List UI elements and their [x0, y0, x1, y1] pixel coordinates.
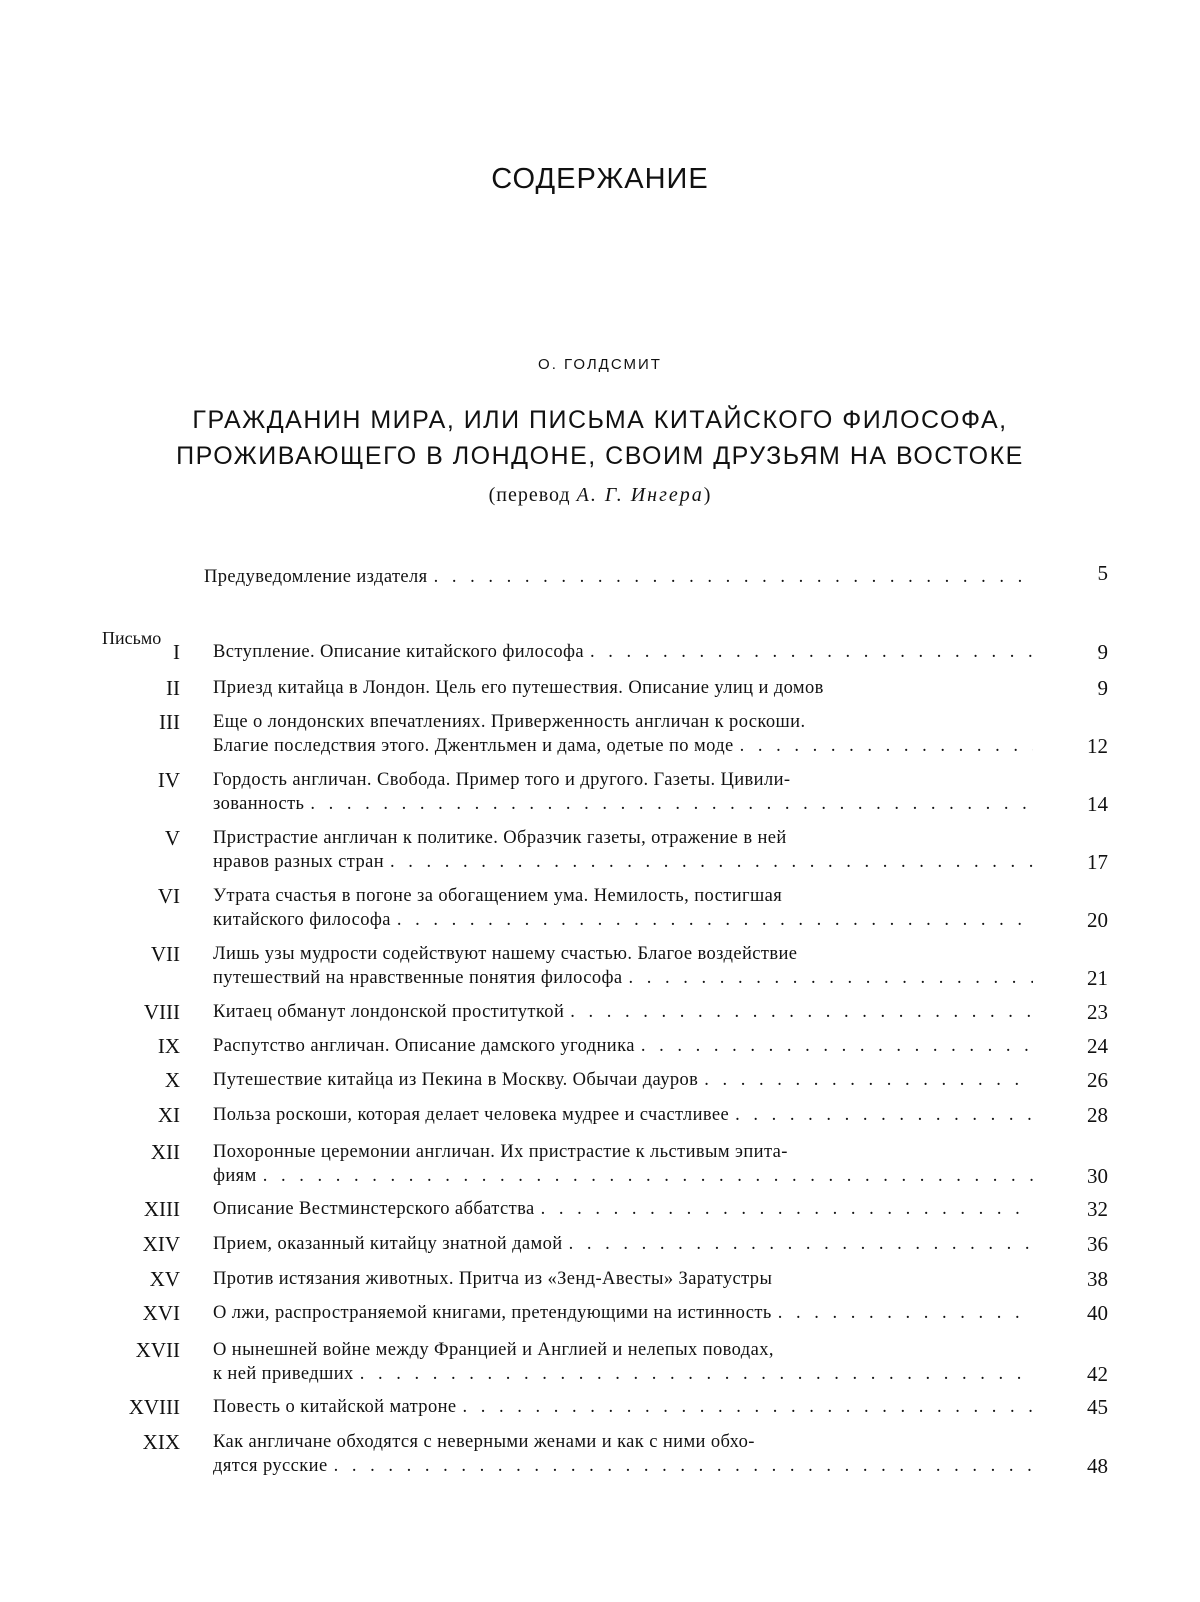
toc-entry-line: [213, 1362, 1033, 1386]
toc-entry-title: Против истязания животных. Притча из «Зенд-Авесты» Заратустры: [213, 1269, 773, 1289]
toc-entry-title: Путешествие китайца из Пекина в Москву. Обычаи дауров: [213, 1070, 699, 1090]
toc-entry-title: дятся русские: [213, 1456, 328, 1476]
toc-entry-text: [213, 1000, 1033, 1024]
toc-entry-text: [213, 942, 1033, 990]
toc-page-number: 14: [1087, 792, 1108, 816]
toc-entry-text: [213, 1338, 1033, 1386]
toc-letter-number: XIII: [143, 1197, 180, 1221]
dot-leader: [569, 1232, 1033, 1256]
toc-letter-number: X: [164, 1068, 180, 1092]
toc-entry-title: Благие последствия этого. Джентльмен и дама, одетые по моде: [213, 736, 734, 756]
toc-page-number: 40: [1087, 1301, 1108, 1325]
toc-entry-text: [213, 1232, 1033, 1256]
dot-leader: [641, 1034, 1033, 1058]
toc-entry-text: [213, 1197, 1033, 1221]
translator-name: А. Г. Ингера: [576, 484, 704, 506]
toc-entry-title: Лишь узы мудрости содействуют нашему счастью. Благое воздействие: [213, 944, 798, 964]
toc-entry-text: [213, 884, 1033, 932]
work-title-line-2: ПРОЖИВАЮЩЕГО В ЛОНДОНЕ, СВОИМ ДРУЗЬЯМ НА ВОСТОКЕ: [176, 442, 1024, 470]
dot-leader: [590, 640, 1033, 664]
author-name: О. ГОЛДСМИТ: [538, 356, 662, 373]
dot-leader: [629, 966, 1033, 990]
toc-entry-text: [204, 565, 1024, 589]
toc-page-number: 42: [1087, 1362, 1108, 1386]
toc-entry-line: [213, 1103, 1033, 1127]
toc-page-number: 36: [1087, 1232, 1108, 1256]
dot-leader: [735, 1103, 1033, 1127]
work-title-line-1: ГРАЖДАНИН МИРА, ИЛИ ПИСЬМА КИТАЙСКОГО ФИЛОСОФА,: [192, 406, 1008, 434]
toc-entry-title: Вступление. Описание китайского философа: [213, 642, 585, 662]
toc-entry-title: Предуведомление издателя: [204, 567, 428, 587]
dot-leader: [310, 792, 1033, 816]
toc-entry-title: Китаец обманут лондонской проституткой: [213, 1002, 565, 1022]
dot-leader: [397, 908, 1033, 932]
toc-page-number: 9: [1097, 640, 1108, 664]
toc-entry-line: [213, 1338, 1033, 1362]
toc-page-number: 24: [1087, 1034, 1108, 1058]
dot-leader: [541, 1197, 1033, 1221]
toc-entry-title: О нынешней войне между Францией и Англией и нелепых поводах,: [213, 1340, 774, 1360]
dot-leader: [704, 1068, 1033, 1092]
dot-leader: [334, 1454, 1033, 1478]
toc-entry-title: путешествий на нравственные понятия философа: [213, 968, 623, 988]
toc-entry-text: [213, 768, 1033, 816]
toc-letter-number: XVI: [142, 1301, 180, 1325]
toc-entry-title: О лжи, распространяемой книгами, претендующими на истинность: [213, 1303, 772, 1323]
toc-entry-line: [213, 826, 1033, 850]
toc-entry-title: Похоронные церемонии англичан. Их пристрастие к льстивым эпита-: [213, 1142, 788, 1162]
toc-letter-number: I: [173, 640, 180, 664]
toc-letter-number: XI: [157, 1103, 180, 1127]
toc-entry-line: [213, 1454, 1033, 1478]
translator-note: [0, 484, 1200, 507]
toc-entry-text: [213, 1068, 1033, 1092]
toc-entry-line: [213, 1430, 1033, 1454]
toc-entry-line: [213, 942, 1033, 966]
toc-entry-title: фиям: [213, 1166, 257, 1186]
toc-page-number: 32: [1087, 1197, 1108, 1221]
toc-entry-text: [213, 1430, 1033, 1478]
toc-page-number: 38: [1087, 1267, 1108, 1291]
toc-entry-line: [204, 565, 1024, 589]
toc-entry-line: [213, 966, 1033, 990]
toc-page-number: 48: [1087, 1454, 1108, 1478]
dot-leader: [740, 734, 1033, 758]
toc-entry-title: Распутство англичан. Описание дамского угодника: [213, 1036, 635, 1056]
dot-leader: [570, 1000, 1033, 1024]
toc-entry-title: Приезд китайца в Лондон. Цель его путешествия. Описание улиц и домов: [213, 678, 824, 698]
toc-entry-line: [213, 1034, 1033, 1058]
toc-entry-title: Польза роскоши, которая делает человека мудрее и счастливее: [213, 1105, 730, 1125]
toc-entry-text: [213, 1034, 1033, 1058]
toc-letter-number: XVII: [135, 1338, 180, 1362]
toc-entry-text: [213, 710, 1033, 758]
dot-leader: [463, 1395, 1033, 1419]
toc-entry-text: [213, 1301, 1033, 1325]
toc-entry-text: [213, 640, 1033, 664]
toc-entry-line: [213, 1197, 1033, 1221]
toc-entry-line: [213, 792, 1033, 816]
toc-entry-line: [213, 1267, 1033, 1291]
toc-entry-line: [213, 1000, 1033, 1024]
toc-entry-title: Повесть о китайской матроне: [213, 1397, 457, 1417]
toc-entry-title: Еще о лондонских впечатлениях. Приверженность англичан к роскоши.: [213, 712, 806, 732]
toc-letter-number: XIV: [142, 1232, 180, 1256]
toc-entry-text: [213, 1103, 1033, 1127]
dot-leader: [778, 1301, 1033, 1325]
toc-page-number: 30: [1087, 1164, 1108, 1188]
toc-letter-number: VIII: [143, 1000, 180, 1024]
toc-entry-line: [213, 768, 1033, 792]
toc-entry-title: нравов разных стран: [213, 852, 385, 872]
toc-entry-line: [213, 710, 1033, 734]
toc-entry-line: [213, 1395, 1033, 1419]
toc-page-number: 45: [1087, 1395, 1108, 1419]
toc-entry-line: [213, 1232, 1033, 1256]
toc-page-number: 26: [1087, 1068, 1108, 1092]
toc-entry-text: [213, 826, 1033, 874]
toc-entry-title: Прием, оказанный китайцу знатной дамой: [213, 1234, 563, 1254]
toc-entry-title: китайского философа: [213, 910, 391, 930]
dot-leader: [434, 565, 1024, 589]
toc-page-number: 21: [1087, 966, 1108, 990]
toc-entry-line: [213, 676, 1033, 700]
toc-entry-text: [213, 1395, 1033, 1419]
work-title: [0, 402, 1200, 474]
toc-entry-line: [213, 1068, 1033, 1092]
toc-entry-text: [213, 1267, 1033, 1291]
dot-leader: [360, 1362, 1033, 1386]
toc-entry-line: [213, 1301, 1033, 1325]
toc-page-number: 17: [1087, 850, 1108, 874]
toc-letter-number: XVIII: [128, 1395, 180, 1419]
toc-letter-number: III: [159, 710, 180, 734]
dot-leader: [263, 1164, 1033, 1188]
toc-entry-line: [213, 734, 1033, 758]
toc-entry-text: [213, 1140, 1033, 1188]
toc-entry-title: Описание Вестминстерского аббатства: [213, 1199, 535, 1219]
toc-entry-title: Утрата счастья в погоне за обогащением ума. Немилость, постигшая: [213, 886, 783, 906]
toc-page-number: 5: [1097, 561, 1108, 585]
toc-entry-title: Гордость англичан. Свобода. Пример того и другого. Газеты. Цивили-: [213, 770, 791, 790]
dot-leader: [390, 850, 1033, 874]
toc-entry-line: [213, 640, 1033, 664]
toc-entry-line: [213, 1140, 1033, 1164]
toc-entry-text: [213, 676, 1033, 700]
toc-entry-title: зованность: [213, 794, 305, 814]
toc-entry-title: к ней приведших: [213, 1364, 354, 1384]
toc-letter-number: VII: [150, 942, 180, 966]
translator-close: ): [703, 484, 712, 506]
page-title: СОДЕРЖАНИЕ: [491, 163, 709, 195]
toc-entry-line: [213, 1164, 1033, 1188]
toc-letter-number: VI: [157, 884, 180, 908]
toc-page-number: 9: [1097, 676, 1108, 700]
toc-entry-title: Пристрастие англичан к политике. Образчик газеты, отражение в ней: [213, 828, 787, 848]
toc-page-number: 28: [1087, 1103, 1108, 1127]
translator-open: (перевод: [488, 484, 571, 506]
toc-letter-number: XV: [149, 1267, 180, 1291]
toc-letter-number: V: [164, 826, 180, 850]
toc-entry-title: Как англичане обходятся с неверными женами и как с ними обхо-: [213, 1432, 755, 1452]
toc-letter-number: XIX: [142, 1430, 180, 1454]
toc-entry-line: [213, 908, 1033, 932]
toc-letter-number: XII: [150, 1140, 180, 1164]
letter-label: Письмо: [102, 628, 162, 648]
toc-page-number: 23: [1087, 1000, 1108, 1024]
toc-entry-line: [213, 850, 1033, 874]
toc-page-number: 20: [1087, 908, 1108, 932]
toc-letter-number: II: [166, 676, 180, 700]
toc-entry-line: [213, 884, 1033, 908]
toc-letter-number: IV: [157, 768, 180, 792]
toc-page-number: 12: [1087, 734, 1108, 758]
toc-letter-number: IX: [157, 1034, 180, 1058]
